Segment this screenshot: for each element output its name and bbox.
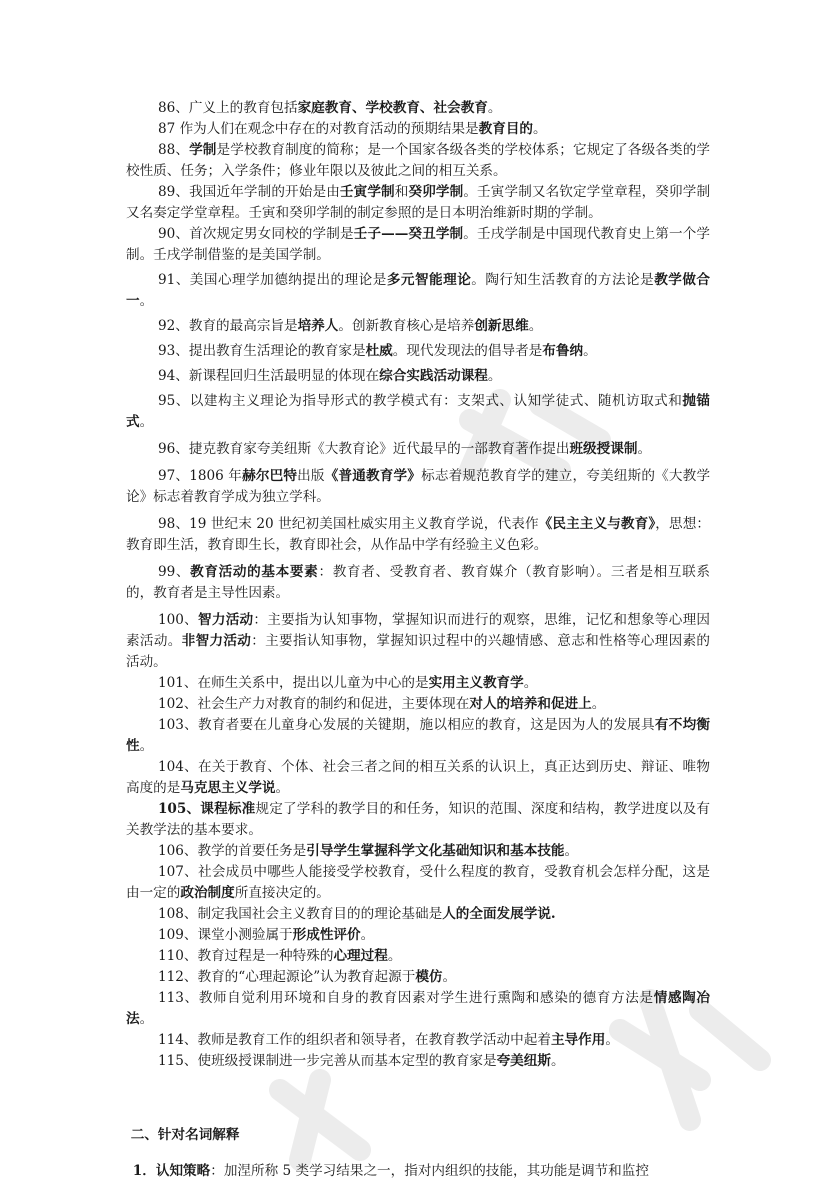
- entry-text: 所直接决定的。: [234, 885, 330, 901]
- entry-text: 94、新课程回归生活最明显的体现在: [157, 368, 380, 384]
- entry-text: 112、教育的“心理起源论”认为教育起源于: [157, 969, 416, 985]
- entry-113: [126, 988, 710, 1030]
- entry-text: 91、美国心理学加德纳提出的理论是: [157, 272, 387, 288]
- entry-text: 。: [605, 1032, 619, 1048]
- entry-text: 规定了学科的教学目的和任务，知识的范围、深度和结构，教学进度以及有关教学法的基本要求。: [126, 801, 710, 838]
- emphasis-text: 人的全面发展学说.: [442, 906, 556, 922]
- entry-89: [126, 182, 710, 224]
- entry-87: [126, 119, 710, 140]
- document-body: [126, 98, 710, 1195]
- entry-text: 标志着规范教育学的建立，夸美纽斯的《大教学论》标志着教育学成为独立学科。: [126, 468, 711, 505]
- entry-text: 86、广义上的教育包括: [157, 100, 298, 116]
- entry-text: 97、1806 年: [157, 468, 243, 484]
- entry-text: 。: [564, 843, 579, 859]
- entry-text: 92、教育的最高宗旨是: [157, 318, 298, 334]
- entry-100: [126, 610, 710, 673]
- entry-text: 87 作为人们在观念中存在的对教育活动的预期结果是: [157, 121, 479, 137]
- entry-86: [126, 98, 710, 119]
- entry-text: 。: [275, 780, 290, 796]
- emphasis-text: 布鲁纳: [542, 343, 584, 359]
- emphasis-text: 夸美纽斯: [496, 1053, 551, 1069]
- entry-text: 101、在师生关系中，提出以儿童为中心的是: [157, 675, 429, 691]
- entry-93: [126, 341, 710, 362]
- entry-text: 115、使班级授课制进一步完善从而基本定型的教育家是: [157, 1053, 497, 1069]
- entry-text: 。: [583, 343, 597, 359]
- entry-96: [126, 439, 710, 460]
- entry-text: 99、: [157, 564, 191, 580]
- emphasis-text: 105、课程标准: [157, 801, 256, 817]
- entry-text: 和: [394, 184, 409, 200]
- entry-108: [126, 904, 710, 925]
- emphasis-text: 教育目的: [478, 121, 534, 137]
- entry-text: ：主要指认知事物，掌握知识过程中的兴趣情感、意志和性格等心理因素的活动。: [126, 633, 711, 670]
- entry-text: 109、课堂小测验属于: [157, 927, 293, 943]
- definition-entry: [126, 1160, 710, 1182]
- entry-114: [126, 1030, 710, 1051]
- emphasis-text: 智力活动: [198, 612, 254, 628]
- emphasis-text: 《普通教育学》: [324, 468, 422, 484]
- entry-102: [126, 694, 710, 715]
- entry-text: 89、我国近年学制的开始是由: [157, 184, 340, 200]
- entry-92: [126, 316, 710, 337]
- entry-text: 102、社会生产力对教育的制约和促进，主要体现在: [157, 696, 470, 712]
- entry-94: [126, 366, 710, 387]
- emphasis-text: 教育活动的基本要素: [190, 564, 319, 580]
- emphasis-text: 实用主义教育学: [428, 675, 524, 691]
- entry-103: [126, 715, 710, 757]
- entry-text: 。: [487, 100, 502, 116]
- entry-text: 。壬戌学制是中国现代教育史上第一个学制。壬戌学制借鉴的是美国学制。: [126, 226, 711, 263]
- entry-text: 。: [442, 969, 457, 985]
- entry-text: 108、制定我国社会主义教育目的的理论基础是: [157, 906, 443, 922]
- entry-115: [126, 1051, 710, 1072]
- emphasis-text: 主导作用: [550, 1032, 606, 1048]
- entry-text: 。: [528, 318, 543, 334]
- entry-text: ：主要指为认知事物，掌握知识而进行的观察，思维，记忆和想象等心理因素活动。: [126, 612, 711, 649]
- emphasis-text: 赫尔巴特: [242, 468, 298, 484]
- emphasis-text: 班级授课制: [569, 441, 638, 457]
- numbered-entries: [126, 98, 710, 1072]
- emphasis-text: 《民主主义与教育》: [538, 516, 656, 532]
- section-title: 二、针对名词解释: [130, 1127, 240, 1143]
- entry-text: ，思想：教育即生活，教育即生长，教育即社会，从作品中学有经验主义色彩。: [126, 516, 710, 553]
- entry-text: 114、教师是教育工作的组织者和领导者，在教育教学活动中起着: [157, 1032, 551, 1048]
- entry-107: [126, 862, 710, 904]
- emphasis-text: 学制: [189, 142, 217, 158]
- entry-text: 103、教育者要在儿童身心发展的关键期，施以相应的教育，这是因为人的发展具: [157, 717, 655, 733]
- entry-98: [126, 514, 710, 556]
- emphasis-text: 对人的培养和促进上: [469, 696, 592, 712]
- entry-101: [126, 673, 710, 694]
- entry-text: 88、: [157, 142, 190, 158]
- entry-text: 90、首次规定男女同校的学制是: [157, 226, 354, 242]
- entry-text: 是学校教育制度的简称；是一个国家各级各类的学校体系；它规定了各级各类的学校性质、任务；入学条件；修业年限以及彼此之间的相互关系。: [126, 142, 711, 179]
- entry-106: [126, 841, 710, 862]
- entry-99: [126, 562, 710, 604]
- entry-text: 。: [487, 368, 502, 384]
- entry-88: [126, 140, 710, 182]
- entry-text: 104、在关于教育、个体、社会三者之间的相互关系的认识上，真正达到历史、辩证、唯物高度的是: [126, 759, 710, 796]
- entry-text: 。: [533, 121, 547, 137]
- entry-text: 。: [387, 948, 402, 964]
- entry-text: 。: [139, 738, 154, 754]
- emphasis-text: 马克思主义学说: [180, 780, 276, 796]
- entry-text: 。创新教育核心是培养: [338, 318, 475, 334]
- definition-term: 1．认知策略: [132, 1162, 211, 1179]
- entry-text: 106、教学的首要任务是: [157, 843, 307, 859]
- entry-95: [126, 391, 710, 433]
- entry-text: 107、社会成员中哪些人能接受学校教育，受什么程度的教育，受教育机会怎样分配，这是由一定的: [126, 864, 710, 901]
- emphasis-text: 家庭教育、学校教育、社会教育: [297, 100, 488, 116]
- emphasis-text: 政治制度: [180, 885, 235, 901]
- entry-110: [126, 946, 710, 967]
- entry-text: 。壬寅学制又名钦定学堂章程，癸卯学制又名奏定学堂章程。壬寅和癸卯学制的制定参照的是日本明治维新时期的学制。: [126, 184, 711, 221]
- emphasis-text: 壬子——癸丑学制: [353, 226, 464, 242]
- emphasis-text: 抛锚式: [126, 393, 711, 430]
- entry-105: [126, 799, 710, 841]
- emphasis-text: 情感陶冶法: [126, 990, 710, 1027]
- definition-text: ：加涅所称 5 类学习结果之一，指对内组织的技能，其功能是调节和监控: [210, 1162, 649, 1179]
- emphasis-text: 有不均衡性: [126, 717, 711, 754]
- entry-text: 。陶行知生活教育的方法论是: [471, 272, 655, 288]
- entry-text: 。: [139, 1011, 154, 1027]
- entry-text: 。: [523, 675, 538, 691]
- entry-text: 。现代发现法的倡导者是: [392, 343, 543, 359]
- emphasis-text: 壬寅学制: [339, 184, 395, 200]
- entry-text: 。: [550, 1053, 565, 1069]
- entry-text: 100、: [157, 612, 198, 628]
- entry-104: [126, 757, 710, 799]
- emphasis-text: 癸卯学制: [408, 184, 464, 200]
- entry-text: 。: [360, 927, 375, 943]
- entry-text: 出版: [297, 468, 325, 484]
- entry-97: [126, 466, 710, 508]
- emphasis-text: 引导学生掌握科学文化基础知识和基本技能: [306, 843, 565, 859]
- entry-text: 96、捷克教育家夸美纽斯《大教育论》近代最早的一部教育著作提出: [157, 441, 570, 457]
- emphasis-text: 心理过程: [333, 948, 388, 964]
- entry-text: 110、教育过程是一种特殊的: [157, 948, 334, 964]
- entry-text: 。: [637, 441, 652, 457]
- entry-text: 93、提出教育生活理论的教育家是: [157, 343, 366, 359]
- entry-91: [126, 270, 710, 312]
- emphasis-text: 杜威: [365, 343, 393, 359]
- entry-text: 。: [591, 696, 606, 712]
- emphasis-text: 综合实践活动课程: [379, 368, 488, 384]
- entry-text: 98、19 世纪末 20 世纪初美国杜威实用主义教育学说，代表作: [157, 516, 539, 532]
- emphasis-text: 模仿: [415, 969, 443, 985]
- emphasis-text: 教学做合一: [126, 272, 711, 309]
- emphasis-text: 多元智能理论: [386, 272, 472, 288]
- entry-text: 95、以建构主义理论为指导形式的教学模式有：支架式、认知学徒式、随机访取式和: [157, 393, 683, 409]
- emphasis-text: 创新思维: [474, 318, 529, 334]
- entry-text: 。: [139, 293, 154, 309]
- emphasis-text: 形成性评价: [292, 927, 361, 943]
- entry-text: 113、教师自觉利用环境和自身的教育因素对学生进行熏陶和感染的德育方法是: [157, 990, 654, 1006]
- entry-text: ：教育者、受教育者、教育媒介（教育影响）。三者是相互联系的，教育者是主导性因素。: [126, 564, 711, 601]
- emphasis-text: 非智力活动: [181, 633, 252, 649]
- entry-112: [126, 967, 710, 988]
- entry-text: 。: [139, 414, 154, 430]
- entry-109: [126, 925, 710, 946]
- entry-90: [126, 224, 710, 266]
- emphasis-text: 培养人: [297, 318, 339, 334]
